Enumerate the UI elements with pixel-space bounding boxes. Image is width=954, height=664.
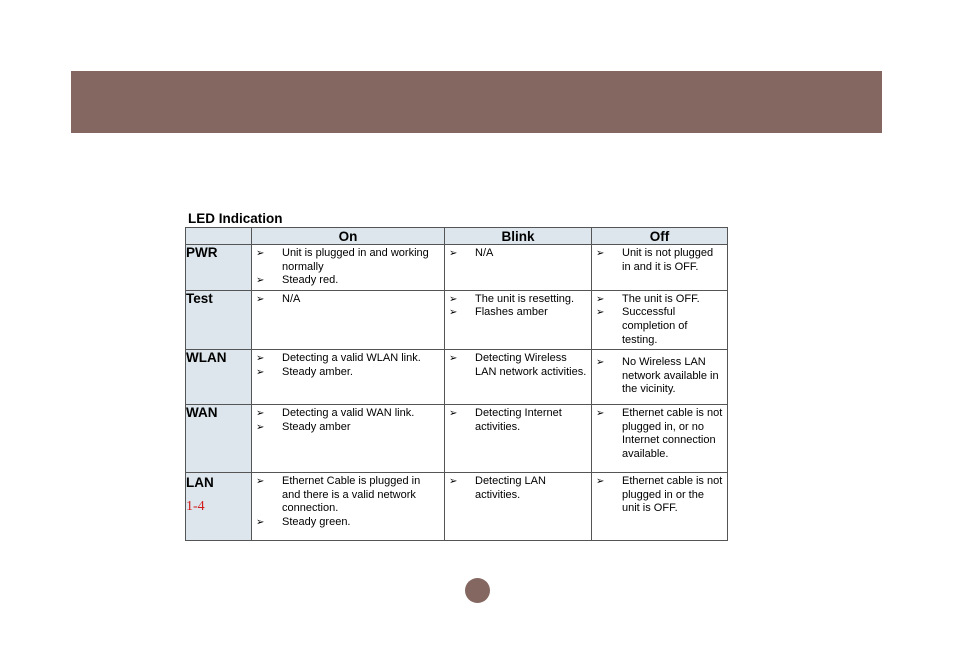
row-label: LAN <box>186 475 214 491</box>
arrow-bullet-icon: ➢ <box>256 353 265 365</box>
header-on: On <box>252 228 445 245</box>
off-cell <box>592 473 728 541</box>
list-item-text: Detecting a valid WLAN link. <box>282 352 421 365</box>
on-cell <box>252 245 445 291</box>
row-label: WAN <box>186 405 252 473</box>
list-item-text: Ethernet Cable is plugged in and there is a valid network connection. <box>282 475 421 515</box>
arrow-bullet-icon: ➢ <box>449 293 458 305</box>
list-item-text: N/A <box>475 247 494 259</box>
list-item <box>252 421 440 435</box>
table-row <box>186 473 728 541</box>
table-row <box>186 405 728 473</box>
list-item-text: Detecting Wireless LAN network activities. <box>475 352 587 378</box>
header-band <box>71 71 882 133</box>
off-cell <box>592 405 728 473</box>
arrow-bullet-icon: ➢ <box>596 307 605 319</box>
on-cell <box>252 290 445 349</box>
list-item-text: Ethernet cable is not plugged in, or no Internet connection available. <box>622 407 723 460</box>
table-row <box>186 290 728 349</box>
arrow-bullet-icon: ➢ <box>449 248 458 259</box>
arrow-bullet-icon: ➢ <box>449 307 458 319</box>
row-label: Test <box>186 290 252 349</box>
off-cell <box>592 290 728 349</box>
list-item-text: Detecting a valid WAN link. <box>282 407 415 420</box>
header-off: Off <box>592 228 728 245</box>
list-item-text: Detecting Internet activities. <box>475 407 562 433</box>
list-item <box>592 247 723 274</box>
list-item-text: Unit is plugged in and working normally <box>282 247 429 273</box>
blink-cell <box>445 350 592 405</box>
list-item-text: Steady green. <box>282 515 351 528</box>
arrow-bullet-icon: ➢ <box>256 408 265 420</box>
list-item <box>445 475 587 502</box>
list-item <box>252 274 440 288</box>
on-cell <box>252 350 445 405</box>
arrow-bullet-icon: ➢ <box>256 366 265 378</box>
header-corner <box>186 228 252 245</box>
off-cell <box>592 245 728 291</box>
list-item <box>592 306 723 347</box>
arrow-bullet-icon: ➢ <box>256 421 265 433</box>
list-item <box>252 407 440 421</box>
arrow-bullet-icon: ➢ <box>449 408 458 420</box>
arrow-bullet-icon: ➢ <box>256 476 265 488</box>
list-item <box>592 356 723 397</box>
row-label: PWR <box>186 245 252 291</box>
arrow-bullet-icon: ➢ <box>449 476 458 488</box>
arrow-bullet-icon: ➢ <box>256 516 265 528</box>
list-item-text: Steady amber. <box>282 365 353 378</box>
list-item-text: Successful completion of testing. <box>622 306 688 346</box>
row-label: WLAN <box>186 350 252 405</box>
list-item <box>592 407 723 461</box>
list-item <box>445 293 587 307</box>
arrow-bullet-icon: ➢ <box>596 408 605 420</box>
arrow-bullet-icon: ➢ <box>596 357 605 369</box>
on-cell <box>252 405 445 473</box>
list-item <box>252 293 440 307</box>
header-blink: Blink <box>445 228 592 245</box>
port-range: 1-4 <box>186 499 205 515</box>
list-item-text: No Wireless LAN network available in the vicinity. <box>622 356 719 396</box>
off-cell <box>592 350 728 405</box>
on-cell <box>252 473 445 541</box>
list-item <box>252 366 440 380</box>
list-item-text: Steady amber <box>282 420 351 433</box>
arrow-bullet-icon: ➢ <box>596 293 605 305</box>
row-label-cell <box>186 473 252 541</box>
list-item-text: Unit is not plugged in and it is OFF. <box>622 247 714 273</box>
arrow-bullet-icon: ➢ <box>256 275 265 287</box>
arrow-bullet-icon: ➢ <box>596 248 605 259</box>
list-item <box>445 247 587 261</box>
list-item-text: The unit is resetting. <box>475 292 575 305</box>
blink-cell <box>445 473 592 541</box>
table-row <box>186 350 728 405</box>
blink-cell <box>445 290 592 349</box>
table-row <box>186 245 728 291</box>
list-item <box>445 352 587 379</box>
arrow-bullet-icon: ➢ <box>256 248 265 259</box>
list-item-text: Flashes amber <box>475 306 548 319</box>
list-item <box>592 475 723 516</box>
list-item <box>445 306 587 320</box>
arrow-bullet-icon: ➢ <box>596 476 605 488</box>
list-item <box>252 516 440 530</box>
arrow-bullet-icon: ➢ <box>256 293 265 305</box>
list-item-text: Steady red. <box>282 274 339 287</box>
list-item <box>592 293 723 307</box>
blink-cell <box>445 245 592 291</box>
list-item <box>252 352 440 366</box>
list-item-text: The unit is OFF. <box>622 292 700 305</box>
page-marker <box>465 578 490 603</box>
list-item-text: Detecting LAN activities. <box>475 475 546 501</box>
blink-cell <box>445 405 592 473</box>
arrow-bullet-icon: ➢ <box>449 353 458 365</box>
list-item <box>445 407 587 434</box>
section-title: LED Indication <box>188 211 283 226</box>
list-item <box>252 475 440 516</box>
list-item <box>252 247 440 274</box>
list-item-text: Ethernet cable is not plugged in or the unit is OFF. <box>622 475 723 515</box>
led-indication-table <box>185 227 728 541</box>
list-item-text: N/A <box>282 292 301 305</box>
table-header-row <box>186 228 728 245</box>
